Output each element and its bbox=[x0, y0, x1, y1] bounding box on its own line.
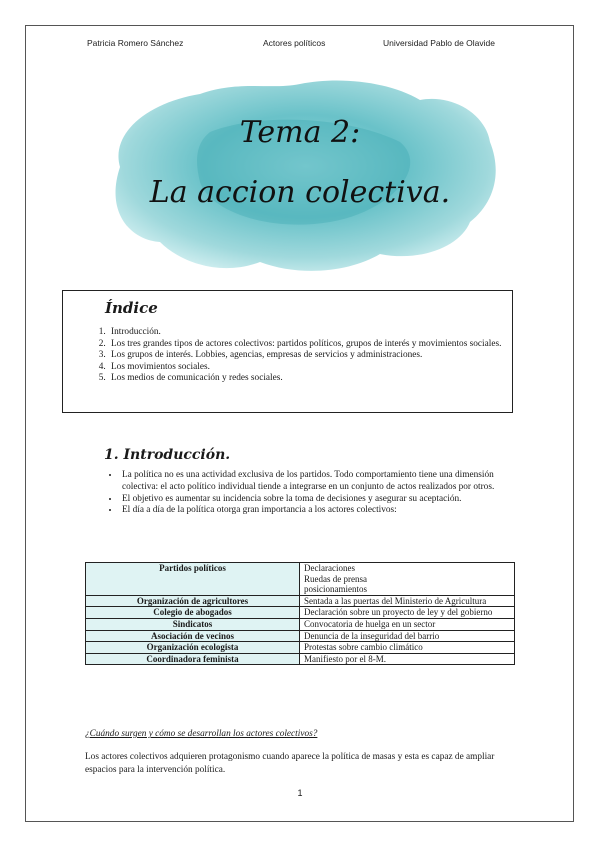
index-item: 4. Los movimientos sociales. bbox=[108, 362, 508, 374]
index-list bbox=[88, 327, 508, 385]
index-box bbox=[62, 290, 513, 413]
index-item: 2. Los tres grandes tipos de actores colectivos: partidos políticos, grupos de interés y movimientos sociales. bbox=[108, 339, 508, 351]
actor-cell: Asociación de vecinos bbox=[86, 630, 300, 642]
action-cell: Protestas sobre cambio climático bbox=[300, 642, 515, 654]
action-cell bbox=[300, 563, 515, 596]
actor-cell: Organización de agricultores bbox=[86, 595, 300, 607]
actor-cell: Coordinadora feminista bbox=[86, 653, 300, 665]
section-number: 1. bbox=[104, 447, 119, 463]
actors-table bbox=[85, 562, 515, 665]
table-row bbox=[86, 595, 515, 607]
action-line: Ruedas de prensa bbox=[304, 573, 367, 584]
section-heading bbox=[104, 447, 230, 463]
table-row bbox=[86, 653, 515, 665]
index-title: Índice bbox=[105, 299, 158, 317]
page-number: 1 bbox=[297, 788, 303, 798]
actor-cell: Colegio de abogados bbox=[86, 607, 300, 619]
table-row bbox=[86, 607, 515, 619]
actor-cell: Partidos políticos bbox=[86, 563, 300, 596]
action-cell: Sentada a las puertas del Ministerio de Agricultura bbox=[300, 595, 515, 607]
index-item: 1. Introducción. bbox=[108, 327, 508, 339]
header-university: Universidad Pablo de Olavide bbox=[383, 38, 495, 48]
bullet-item: • El día a día de la política otorga gran importancia a los actores colectivos: bbox=[120, 505, 530, 517]
title-banner bbox=[90, 72, 510, 282]
banner-line2: La accion colectiva. bbox=[149, 175, 451, 210]
action-line: Declaraciones bbox=[304, 563, 355, 573]
body-paragraph: Los actores colectivos adquieren protagonismo cuando aparece la política de masas y esta es capaz de ampliar espacios para la intervención política. bbox=[85, 752, 495, 775]
action-line: posicionamientos bbox=[304, 584, 367, 595]
table-row bbox=[86, 563, 515, 596]
table-row bbox=[86, 642, 515, 654]
action-cell: Denuncia de la inseguridad del barrio bbox=[300, 630, 515, 642]
banner-line1: Tema 2: bbox=[239, 115, 361, 150]
action-cell: Declaración sobre un proyecto de ley y del gobierno bbox=[300, 607, 515, 619]
table-row bbox=[86, 630, 515, 642]
actor-cell: Organización ecologista bbox=[86, 642, 300, 654]
bullet-item: • La política no es una actividad exclusiva de los partidos. Todo comportamiento tiene una dimensión colectiva: el acto político individual tiende a integrarse en un conjunto de actos realizados por otros. bbox=[120, 470, 530, 494]
header-author: Patricia Romero Sánchez bbox=[87, 38, 184, 48]
intro-bullets bbox=[104, 470, 530, 517]
section-title: Introducción. bbox=[123, 447, 231, 463]
action-cell: Manifiesto por el 8-M. bbox=[300, 653, 515, 665]
header-course: Actores políticos bbox=[263, 38, 326, 48]
actor-cell: Sindicatos bbox=[86, 618, 300, 630]
table-row bbox=[86, 618, 515, 630]
index-item: 3. Los grupos de interés. Lobbies, agencias, empresas de servicios y administraciones. bbox=[108, 350, 508, 362]
action-cell: Convocatoria de huelga en un sector bbox=[300, 618, 515, 630]
bullet-item: • El objetivo es aumentar su incidencia sobre la toma de decisiones y asegurar su aceptación. bbox=[120, 494, 530, 506]
question-heading: ¿Cuándo surgen y cómo se desarrollan los actores colectivos? bbox=[85, 729, 318, 739]
index-item: 5. Los medios de comunicación y redes sociales. bbox=[108, 373, 508, 385]
